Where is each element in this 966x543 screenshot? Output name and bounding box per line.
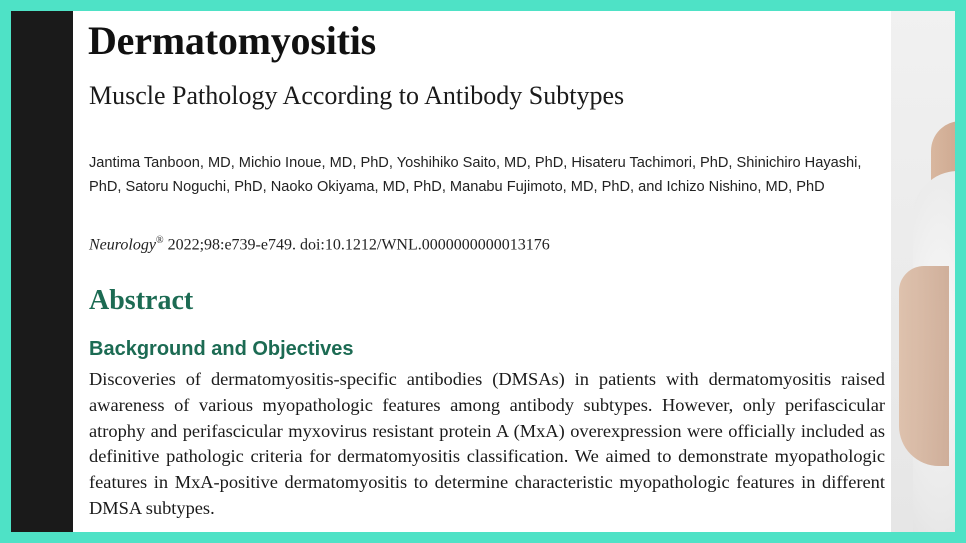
section-heading-background: Background and Objectives xyxy=(89,338,354,360)
screenshot-frame xyxy=(11,11,955,532)
paper-page xyxy=(73,11,891,532)
photo-shoulder-region xyxy=(899,266,949,466)
author-list: Jantima Tanboon, MD, Michio Inoue, MD, PhD, Yoshihiko Saito, MD, PhD, Hisateru Tachimori, PhD, Shinichiro Hayashi, PhD, Satoru Noguchi, PhD, Naoko Okiyama, MD, PhD, Manabu Fujimoto, MD, PhD, and Ichizo Nishino, MD, PhD xyxy=(89,155,862,195)
paper-subtitle: Muscle Pathology According to Antibody Subtypes xyxy=(89,81,625,110)
background-photo xyxy=(891,11,955,532)
paper-title: Dermatomyositis xyxy=(88,18,377,63)
registered-mark: ® xyxy=(155,235,164,246)
abstract-heading: Abstract xyxy=(89,285,194,316)
left-dark-bar xyxy=(11,11,73,532)
journal-name: Neurology xyxy=(89,236,156,254)
abstract-body-text: Discoveries of dermatomyositis-specific antibodies (DMSAs) in patients with dermatomyositis raised awareness of various myopathologic features among antibody subtypes. However, only perifascicular atrophy and perifascicular myxovirus resistant protein A (MxA) overexpression were officially included as definitive pathologic criteria for dermatomyositis classification. We aimed to demonstrate myopathologic features in MxA-positive dermatomyositis to determine characteristic myopathologic features in different DMSA subtypes. xyxy=(89,369,885,518)
citation-details: 2022;98:e739-e749. doi:10.1212/WNL.0000000000013176 xyxy=(163,236,550,254)
citation-line xyxy=(89,235,550,254)
